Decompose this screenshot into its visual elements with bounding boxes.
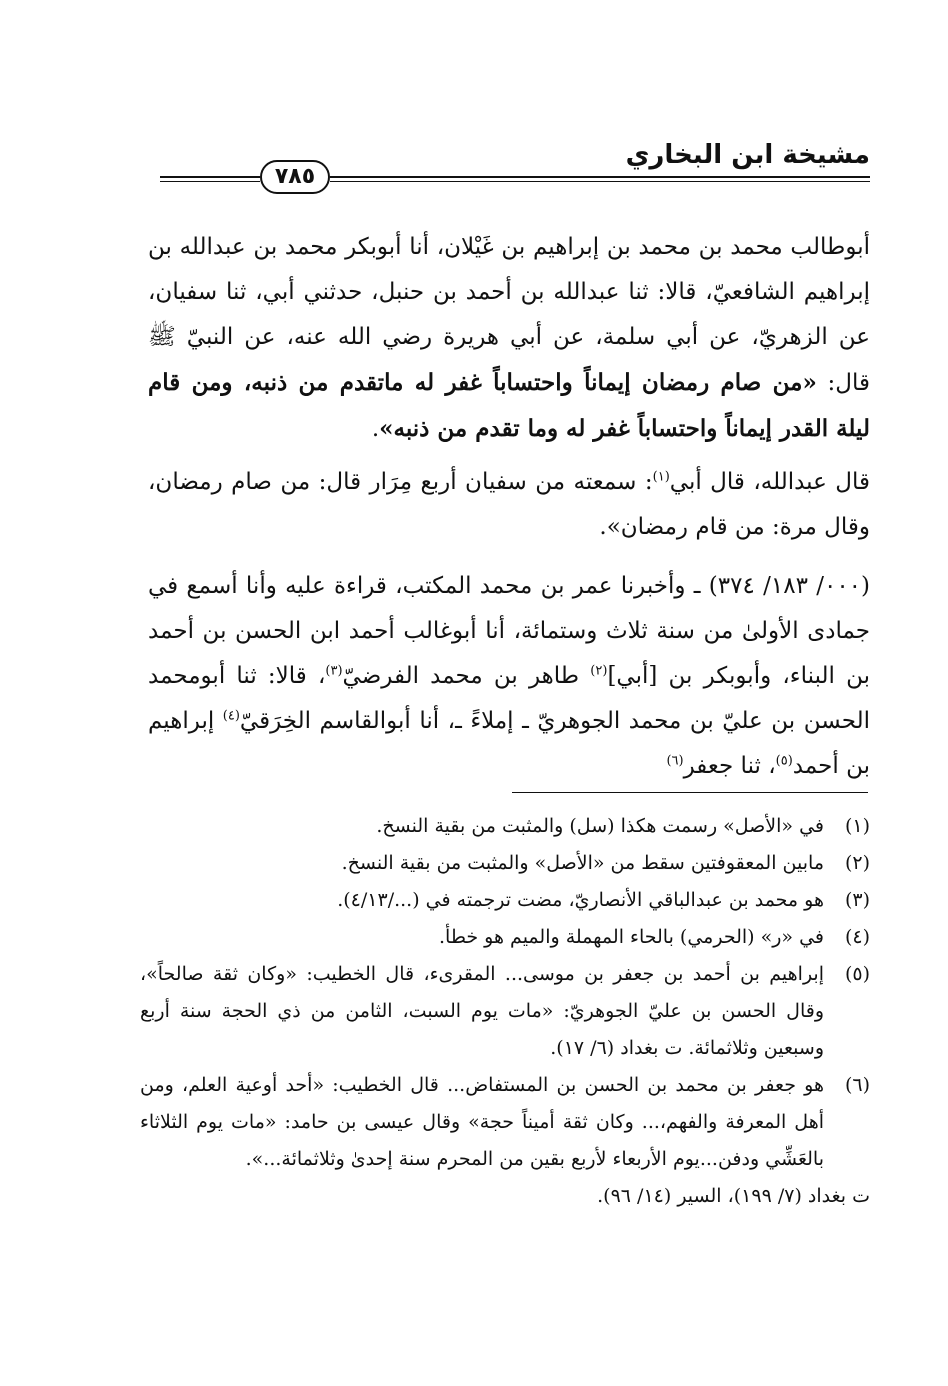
page-header	[150, 140, 870, 200]
footnote-ref-2: (٢)	[590, 663, 608, 679]
footnote	[140, 882, 870, 919]
footnote	[140, 919, 870, 956]
footnote-text: إبراهيم بن أحمد بن جعفر بن موسى... المقرىء، قال الخطيب: «وكان ثقة صالحاً»، وقال الحسن بن عليّ الجوهريّ: «مات يوم السبت، الثامن من ذي الحجة سنة أربع وسبعين وثلاثمائة. ت بغداد (٦/ ١٧).	[140, 963, 824, 1059]
footnote	[140, 808, 870, 845]
footnote-text: هو محمد بن عبدالباقي الأنصاريّ، مضت ترجمته في (.../٤/١٣).	[337, 889, 824, 911]
footnote-text	[140, 1067, 824, 1178]
paragraph-2-text-b: : سمعته من سفيان أربع مِرَار قال: من صام رمضان، وقال مرة: من قام رمضان».	[148, 469, 870, 540]
footnote-number: (٢)	[844, 852, 870, 874]
footnote-ref-1: (١)	[652, 469, 670, 485]
footnote-number: (٣)	[844, 889, 870, 911]
main-text	[148, 225, 870, 797]
footnote-ref-6: (٦)	[666, 753, 684, 769]
running-title: مشيخة ابن البخاري	[625, 140, 870, 170]
footnote-text: في «ر» (الحرمي) بالحاء المهملة والميم هو خطأ.	[438, 926, 824, 948]
footnote	[140, 956, 870, 1067]
footnote-ref-5: (٥)	[775, 753, 793, 769]
footnote-source: ت بغداد (٧/ ١٩٩)، السير (١٤/ ٩٦).	[597, 1185, 870, 1207]
paragraph-3-text-e: ، ثنا جعفر	[683, 753, 776, 779]
footnote-number: (٥)	[844, 963, 870, 985]
paragraph-1	[148, 225, 870, 452]
paragraph-2	[148, 460, 870, 550]
footnote	[140, 1067, 870, 1178]
footnotes	[140, 808, 870, 1215]
footnote-number: (٤)	[844, 926, 870, 948]
footnote-text-body: هو جعفر بن محمد بن الحسن بن المستفاض... قال الخطيب: «أحد أوعية العلم، ومن أهل المعرفة والفهم،... وكان ثقة أميناً حجة» وقال عيسى بن حامد: «مات يوم الثلاثاء بالعَشِّي ودفن...يوم الأربعاء لأربع بقين من المحرم سنة إحدىٰ وثلاثمائة...».	[140, 1074, 824, 1170]
footnote-divider	[512, 792, 868, 793]
paragraph-3	[148, 564, 870, 789]
footnote-continuation	[140, 1178, 870, 1215]
footnote-ref-4: (٤)	[222, 708, 240, 724]
header-rule-left	[160, 176, 260, 182]
footnote	[140, 845, 870, 882]
paragraph-3-text-b: طاهر بن محمد الفرضيّ	[342, 663, 591, 689]
paragraph-3-text-a: (٠٠٠/ ١٨٣/ ٣٧٤) ـ وأخبرنا عمر بن محمد المكتب، قراءة عليه وأنا أسمع في جمادى الأولىٰ من سنة ثلاث وستمائة، أنا أبوغالب أحمد ابن الحسن بن أحمد بن البناء، وأبوبكر بن [أبي]	[148, 573, 871, 689]
footnote-text: في «الأصل» رسمت هكذا (سل) والمثبت من بقية النسخ.	[376, 815, 824, 837]
footnote-ref-3: (٣)	[325, 663, 343, 679]
paragraph-end: .	[371, 416, 380, 442]
header-rule-right	[330, 176, 870, 182]
footnote-number: (٦)	[844, 1074, 870, 1096]
footnote-text: مابين المعقوفتين سقط من «الأصل» والمثبت من بقية النسخ.	[341, 852, 824, 874]
page-number: ٧٨٥	[260, 160, 330, 194]
footnote-number: (١)	[844, 815, 870, 837]
isnad-text: أبوطالب محمد بن محمد بن إبراهيم بن غَيْلان، أنا أبوبكر محمد بن عبدالله بن إبراهيم الشافعيّ، قالا: ثنا عبدالله بن أحمد بن حنبل، حدثني أبي، ثنا سفيان، عن الزهريّ، عن أبي سلمة، عن أبي هريرة رضي الله عنه، عن النبيّ ﷺ قال:	[148, 234, 871, 396]
hadith-text: «من صام رمضان إيماناً واحتساباً غفر له ماتقدم من ذنبه، ومن قام ليلة القدر إيماناً واحتساباً غفر له وما تقدم من ذنبه»	[148, 369, 870, 442]
paragraph-2-text-a: قال عبدالله، قال أبي	[669, 469, 870, 495]
paragraph-3-text-c: ، قالا: ثنا أبومحمد الحسن بن عليّ بن محمد الجوهريّ ـ إملاءً ـ، أنا أبوالقاسم الخِرَقيّ	[148, 663, 870, 734]
paragraph-3-text-d: إبراهيم بن أحمد	[148, 708, 870, 779]
